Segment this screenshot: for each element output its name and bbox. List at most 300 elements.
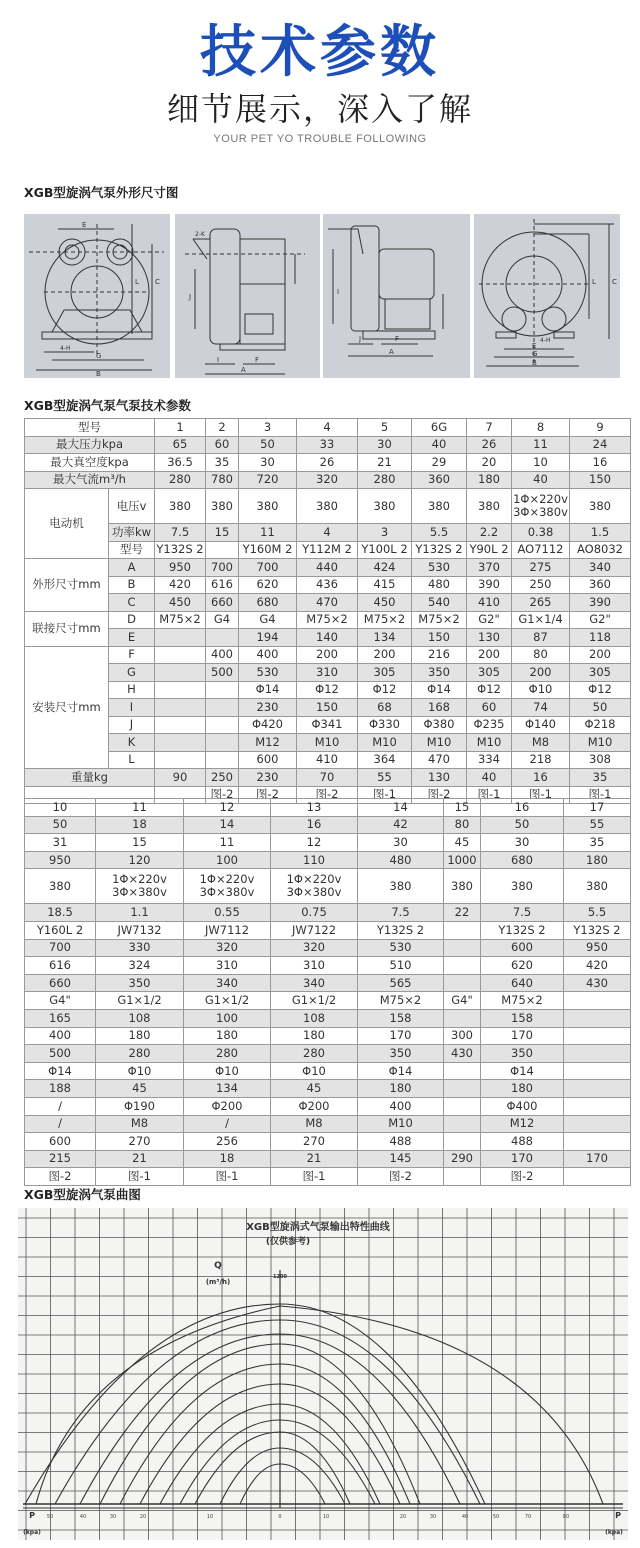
table-cell: 180 [481, 1080, 564, 1098]
performance-curve [240, 1464, 325, 1504]
table-cell: 35 [570, 769, 631, 787]
table-cell: 35 [206, 454, 239, 472]
table-cell: 310 [297, 664, 358, 682]
table-cell: 680 [481, 851, 564, 869]
p-axis-tick: 40 [461, 1514, 469, 1520]
row-group-label: 最大气流m³/h [25, 471, 155, 489]
table-cell [444, 1062, 481, 1080]
table-cell: M75×2 [358, 611, 412, 629]
table-cell: 950 [25, 851, 96, 869]
table-cell: Φ10 [512, 681, 570, 699]
table-cell [564, 1115, 631, 1133]
p-axis-tick: 20 [399, 1514, 407, 1520]
section-title-curve: XGB型旋涡气泵曲图 [24, 1187, 141, 1202]
table-cell: 18 [96, 816, 184, 834]
svg-text:E: E [82, 221, 87, 229]
table-cell: 780 [206, 471, 239, 489]
p-axis-tick: 0 [278, 1514, 282, 1520]
table-cell: Φ12 [570, 681, 631, 699]
table-cell: 150 [297, 699, 358, 717]
table-cell [564, 1027, 631, 1045]
row-group-label: 最大真空度kpa [25, 454, 155, 472]
table-cell: 130 [412, 769, 467, 787]
table-row [25, 594, 631, 612]
row-sub-label: C [109, 594, 155, 612]
table-cell: 380 [564, 869, 631, 904]
table-cell: 134 [358, 629, 412, 647]
p-axis-label-right: P [615, 1511, 621, 1520]
svg-text:C: C [612, 278, 617, 286]
row-sub-label: G [109, 664, 155, 682]
table-cell: JW7132 [96, 921, 184, 939]
table-cell: 400 [25, 1027, 96, 1045]
table-cell [444, 974, 481, 992]
p-axis-tick: 40 [79, 1514, 87, 1520]
table-cell: 480 [358, 851, 444, 869]
table-cell: 488 [481, 1133, 564, 1151]
table-cell: Φ14 [25, 1062, 96, 1080]
svg-text:A: A [389, 348, 394, 356]
table-cell [206, 629, 239, 647]
table-cell: 180 [271, 1027, 358, 1045]
table-cell: 165 [25, 1009, 96, 1027]
performance-curve [140, 1384, 400, 1504]
table-cell: 120 [96, 851, 184, 869]
table-cell [444, 1009, 481, 1027]
svg-text:F: F [395, 335, 400, 343]
table-cell: 488 [358, 1133, 444, 1151]
table-cell: 14 [184, 816, 271, 834]
table-row [25, 611, 631, 629]
table-row [25, 454, 631, 472]
table-cell: JW7112 [184, 921, 271, 939]
table-cell: Φ400 [481, 1097, 564, 1115]
table-row [25, 664, 631, 682]
table-cell: 380 [358, 869, 444, 904]
table-cell: 50 [481, 816, 564, 834]
table-cell: 图-1 [358, 786, 412, 804]
table-cell: 680 [239, 594, 297, 612]
table-cell: 1 [155, 419, 206, 437]
table-cell: 340 [570, 559, 631, 577]
table-cell [206, 681, 239, 699]
table-cell: 480 [412, 576, 467, 594]
table-cell: 616 [206, 576, 239, 594]
row-group-label: 型号 [25, 419, 155, 437]
table-row [25, 1027, 631, 1045]
table-cell: 68 [358, 699, 412, 717]
svg-text:L: L [135, 278, 139, 286]
table-cell: Y90L 2 [467, 541, 512, 559]
p-axis-label-left: P [29, 1511, 35, 1520]
svg-text:A: A [241, 366, 246, 374]
table-cell [206, 541, 239, 559]
table-cell: 530 [412, 559, 467, 577]
table-row [25, 541, 631, 559]
section-title-params: XGB型旋涡气泵气泵技术参数 [24, 398, 191, 413]
table-cell: 13 [271, 799, 358, 817]
table-cell: 440 [297, 559, 358, 577]
table-cell: G1×1/2 [271, 992, 358, 1010]
page-title: 技术参数 [200, 20, 440, 85]
table-cell: 340 [271, 974, 358, 992]
table-row [25, 1150, 631, 1168]
table-cell: 290 [444, 1150, 481, 1168]
table-cell: G4" [444, 992, 481, 1010]
table-cell: 12 [184, 799, 271, 817]
table-cell: 218 [512, 751, 570, 769]
performance-curve [25, 1304, 485, 1504]
p-axis-tick: 80 [562, 1514, 570, 1520]
table-cell: 108 [96, 1009, 184, 1027]
table-cell: 616 [25, 957, 96, 975]
table-cell: 200 [512, 664, 570, 682]
svg-text:G: G [96, 352, 102, 360]
table-cell: G1×1/2 [96, 992, 184, 1010]
table-row [25, 921, 631, 939]
table-cell [206, 751, 239, 769]
table-cell: 55 [564, 816, 631, 834]
table-cell: 110 [271, 851, 358, 869]
table-cell: 图-2 [297, 786, 358, 804]
table-cell: 74 [512, 699, 570, 717]
table-cell: 118 [570, 629, 631, 647]
table-cell: G1×1/4 [512, 611, 570, 629]
row-group-label: 电动机 [25, 489, 109, 559]
table-row [25, 471, 631, 489]
performance-curve [100, 1344, 420, 1504]
table-cell: 158 [481, 1009, 564, 1027]
svg-text:4-H: 4-H [540, 337, 551, 344]
table-row [25, 489, 631, 524]
table-cell: 45 [444, 834, 481, 852]
table-cell: 640 [481, 974, 564, 992]
table-cell: 540 [412, 594, 467, 612]
table-row [25, 1009, 631, 1027]
table-cell: 10 [512, 454, 570, 472]
section-title-dimensions: XGB型旋涡气泵外形尺寸图 [24, 185, 179, 200]
svg-text:G: G [532, 350, 538, 358]
row-sub-label: B [109, 576, 155, 594]
table-cell: 310 [184, 957, 271, 975]
dimension-drawing-front [24, 214, 170, 378]
table-cell: Φ341 [297, 716, 358, 734]
p-axis-tick: 30 [429, 1514, 437, 1520]
table-cell: 16 [570, 454, 631, 472]
table-cell: 660 [25, 974, 96, 992]
table-cell: 360 [570, 576, 631, 594]
table-cell: 265 [512, 594, 570, 612]
table-cell: 308 [570, 751, 631, 769]
table-cell: 380 [297, 489, 358, 524]
table-cell: 600 [239, 751, 297, 769]
table-cell: AO7112 [512, 541, 570, 559]
table-cell: 50 [25, 816, 96, 834]
table-cell: 200 [570, 646, 631, 664]
table-cell: 图-1 [467, 786, 512, 804]
table-cell: 380 [358, 489, 412, 524]
row-sub-label: 电压v [109, 489, 155, 524]
table-cell: Y132S 2 [564, 921, 631, 939]
table-cell: Φ12 [358, 681, 412, 699]
table-cell: M8 [271, 1115, 358, 1133]
table-cell: Φ10 [271, 1062, 358, 1080]
table-cell: 7.5 [358, 904, 444, 922]
dimension-drawing-side-2 [323, 214, 470, 378]
table-cell: 410 [297, 751, 358, 769]
table-cell: 42 [358, 816, 444, 834]
table-cell: Y112M 2 [297, 541, 358, 559]
table-cell: 11 [239, 524, 297, 542]
table-cell: G1×1/2 [184, 992, 271, 1010]
performance-curve [80, 1334, 460, 1504]
table-cell: 20 [467, 454, 512, 472]
p-axis-tick: 10 [322, 1514, 330, 1520]
table-cell: 430 [444, 1045, 481, 1063]
table-cell: 300 [444, 1027, 481, 1045]
page-subtitle: 细节展示，深入了解 [166, 90, 473, 128]
table-row [25, 851, 631, 869]
table-cell: 215 [25, 1150, 96, 1168]
table-cell: 16 [481, 799, 564, 817]
table-row [25, 699, 631, 717]
row-group-label: 外形尺寸mm [25, 559, 109, 612]
table-cell: 140 [297, 629, 358, 647]
table-cell: 410 [467, 594, 512, 612]
table-cell: M75×2 [155, 611, 206, 629]
table-cell: G4 [206, 611, 239, 629]
row-group-label: 安装尺寸mm [25, 646, 109, 769]
table-cell [444, 1115, 481, 1133]
table-cell: 图-2 [25, 1168, 96, 1186]
table-cell: 500 [206, 664, 239, 682]
table-cell: 30 [481, 834, 564, 852]
table-cell: 350 [481, 1045, 564, 1063]
table-cell: 0.75 [271, 904, 358, 922]
table-cell: 80 [444, 816, 481, 834]
table-cell: M10 [358, 1115, 444, 1133]
table-cell: 35 [564, 834, 631, 852]
svg-text:C: C [155, 278, 160, 286]
table-cell: 420 [564, 957, 631, 975]
table-cell: Φ140 [512, 716, 570, 734]
performance-curve [36, 1306, 603, 1504]
table-cell [444, 1133, 481, 1151]
table-cell: 21 [271, 1150, 358, 1168]
table-cell: 33 [297, 436, 358, 454]
row-group-label: 重量kg [25, 769, 155, 787]
table-cell: 168 [412, 699, 467, 717]
table-cell: 230 [239, 699, 297, 717]
table-cell: 250 [512, 576, 570, 594]
table-cell: 18 [184, 1150, 271, 1168]
svg-text:J: J [359, 335, 362, 343]
table-cell: AO8032 [570, 541, 631, 559]
table-cell: / [25, 1097, 96, 1115]
p-axis-tick: 20 [139, 1514, 147, 1520]
table-cell: 5 [358, 419, 412, 437]
table-cell: Φ200 [271, 1097, 358, 1115]
table-cell: Y132S 2 [481, 921, 564, 939]
table-cell: Φ14 [481, 1062, 564, 1080]
table-cell: Y132S 2 [358, 921, 444, 939]
table-cell: 700 [25, 939, 96, 957]
table-cell: Φ10 [96, 1062, 184, 1080]
svg-text:J: J [189, 293, 192, 301]
table-row [25, 869, 631, 904]
table-cell: 305 [467, 664, 512, 682]
table-cell: 1.5 [570, 524, 631, 542]
table-cell: 600 [481, 939, 564, 957]
table-cell: 130 [467, 629, 512, 647]
table-row [25, 716, 631, 734]
p-axis-tick: 10 [206, 1514, 214, 1520]
table-row [25, 681, 631, 699]
table-row [25, 799, 631, 817]
table-cell: 720 [239, 471, 297, 489]
table-cell: 8 [512, 419, 570, 437]
table-cell: 180 [184, 1027, 271, 1045]
table-cell: Φ14 [412, 681, 467, 699]
table-cell: 950 [155, 559, 206, 577]
table-cell: Y160L 2 [25, 921, 96, 939]
table-cell: Y100L 2 [358, 541, 412, 559]
table-cell: 40 [412, 436, 467, 454]
table-cell: M10 [570, 734, 631, 752]
curve-note: (仅供参考) [265, 1237, 311, 1247]
dimension-drawing-side [175, 214, 320, 378]
table-cell: 565 [358, 974, 444, 992]
table-cell: / [184, 1115, 271, 1133]
table-cell: 334 [467, 751, 512, 769]
table-cell [564, 1062, 631, 1080]
table-cell: 3 [239, 419, 297, 437]
table-cell [564, 1009, 631, 1027]
table-cell: 1Φ×220v 3Φ×380v [512, 489, 570, 524]
table-cell: 80 [512, 646, 570, 664]
table-cell: 216 [412, 646, 467, 664]
table-row [25, 992, 631, 1010]
table-row [25, 1097, 631, 1115]
table-cell: 30 [358, 834, 444, 852]
table-cell [206, 699, 239, 717]
table-cell: 380 [570, 489, 631, 524]
table-cell: 320 [184, 939, 271, 957]
table-cell: 390 [467, 576, 512, 594]
table-cell: 700 [206, 559, 239, 577]
row-sub-label: H [109, 681, 155, 699]
table-cell: 图-2 [412, 786, 467, 804]
table-cell: 150 [412, 629, 467, 647]
table-cell: M75×2 [297, 611, 358, 629]
q-axis-label: Q [214, 1261, 222, 1271]
table-cell: Φ190 [96, 1097, 184, 1115]
table-cell [564, 1045, 631, 1063]
table-cell: 380 [206, 489, 239, 524]
row-sub-label: L [109, 751, 155, 769]
table-cell: 29 [412, 454, 467, 472]
table-cell: 6G [412, 419, 467, 437]
table-row [25, 419, 631, 437]
row-sub-label: D [109, 611, 155, 629]
table-row [25, 1168, 631, 1186]
table-cell: 145 [358, 1150, 444, 1168]
table-row [25, 576, 631, 594]
table-cell: 50 [570, 699, 631, 717]
table-cell: 图-2 [206, 786, 239, 804]
table-row [25, 1045, 631, 1063]
row-group-label: 联接尺寸mm [25, 611, 109, 646]
table-cell: G2" [570, 611, 631, 629]
svg-text:B: B [96, 370, 101, 378]
table-cell: 470 [412, 751, 467, 769]
table-cell: M75×2 [412, 611, 467, 629]
table-cell: 424 [358, 559, 412, 577]
table-cell: 36.5 [155, 454, 206, 472]
table-cell: 12 [271, 834, 358, 852]
table-cell: Φ218 [570, 716, 631, 734]
table-cell: 1.1 [96, 904, 184, 922]
svg-text:4-H: 4-H [60, 345, 71, 352]
p-axis-tick: 50 [492, 1514, 500, 1520]
table-cell: 324 [96, 957, 184, 975]
table-cell: 320 [271, 939, 358, 957]
table-row [25, 957, 631, 975]
table-cell: G4" [25, 992, 96, 1010]
table-cell: 380 [444, 869, 481, 904]
table-cell: M8 [96, 1115, 184, 1133]
table-cell: 16 [512, 769, 570, 787]
row-sub-label: F [109, 646, 155, 664]
table-cell: 280 [184, 1045, 271, 1063]
table-cell: 7 [467, 419, 512, 437]
table-cell: Φ235 [467, 716, 512, 734]
performance-curve [195, 1432, 350, 1504]
p-axis-tick: 70 [524, 1514, 532, 1520]
table-cell: 380 [412, 489, 467, 524]
table-cell: 280 [155, 471, 206, 489]
table-cell: Φ380 [412, 716, 467, 734]
table-cell: 0.55 [184, 904, 271, 922]
table-cell [155, 664, 206, 682]
table-cell: 40 [512, 471, 570, 489]
table-cell: 15 [444, 799, 481, 817]
table-cell: 180 [564, 851, 631, 869]
table-row [25, 1062, 631, 1080]
table-cell: 250 [206, 769, 239, 787]
table-cell: M75×2 [358, 992, 444, 1010]
table-row [25, 1133, 631, 1151]
performance-curve [220, 1448, 345, 1504]
table-cell: Φ420 [239, 716, 297, 734]
table-cell: 158 [358, 1009, 444, 1027]
table-cell: Φ12 [467, 681, 512, 699]
table-cell: 180 [358, 1080, 444, 1098]
table-cell [155, 734, 206, 752]
row-sub-label: I [109, 699, 155, 717]
row-group-label: 最大压力kpa [25, 436, 155, 454]
table-cell: 21 [358, 454, 412, 472]
row-sub-label: A [109, 559, 155, 577]
table-cell: 620 [481, 957, 564, 975]
table-cell: 11 [96, 799, 184, 817]
table-cell: 17 [564, 799, 631, 817]
table-cell: 65 [155, 436, 206, 454]
row-sub-label: K [109, 734, 155, 752]
table-cell [206, 716, 239, 734]
table-cell [564, 1080, 631, 1098]
table-cell: 4 [297, 524, 358, 542]
